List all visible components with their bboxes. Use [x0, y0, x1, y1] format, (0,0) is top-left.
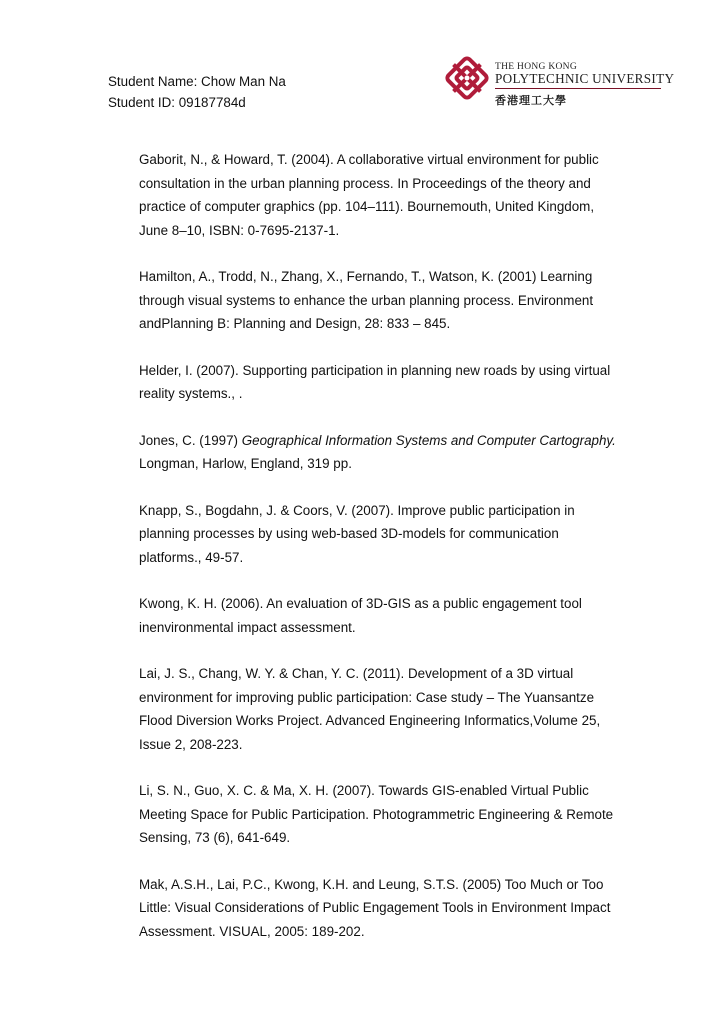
reference-entry — [139, 592, 629, 639]
reference-entry — [139, 873, 629, 944]
reference-line: Issue 2, 208-223. — [139, 736, 243, 752]
reference-line: andPlanning B: Planning and Design, 28: 833 – 845. — [139, 316, 451, 331]
reference-line: inenvironmental impact assessment. — [139, 619, 356, 635]
student-name: Student Name: Chow Man Na — [108, 74, 286, 89]
reference-entry — [139, 148, 629, 242]
reference-entry — [139, 265, 629, 336]
university-logo — [443, 54, 675, 110]
reference-line: Kwong, K. H. (2006). An evaluation of 3D-GIS as a public engagement tool — [139, 596, 582, 611]
student-id: Student ID: 09187784d — [108, 95, 246, 110]
reference-entry — [139, 429, 629, 476]
reference-line: Gaborit, N., & Howard, T. (2004). A collaborative virtual environment for public — [139, 152, 599, 167]
reference-line: Sensing, 73 (6), 641-649. — [139, 830, 291, 845]
reference-text: Jones, C. (1997) — [139, 432, 242, 448]
polyu-emblem-icon — [443, 54, 491, 102]
reference-line: Longman, Harlow, England, 319 pp. — [139, 456, 352, 471]
logo-text-line2: POLYTECHNIC UNIVERSITY — [495, 71, 661, 89]
reference-line: Assessment. VISUAL, 2005: 189-202. — [139, 923, 365, 939]
reference-line: Flood Diversion Works Project. Advanced Engineering Informatics,Volume 25, — [139, 713, 601, 728]
reference-line: Lai, J. S., Chang, W. Y. & Chan, Y. C. (2011). Development of a 3D virtual — [139, 666, 574, 681]
reference-entry — [139, 779, 629, 850]
reference-line: planning processes by using web-based 3D-models for communication — [139, 526, 559, 541]
reference-line: reality systems., . — [139, 386, 243, 401]
reference-line: Meeting Space for Public Participation. Photogrammetric Engineering & Remote — [139, 806, 614, 822]
reference-entry — [139, 359, 629, 406]
reference-entry — [139, 499, 629, 570]
reference-line: Mak, A.S.H., Lai, P.C., Kwong, K.H. and Leung, S.T.S. (2005) Too Much or Too — [139, 876, 604, 892]
reference-list — [139, 148, 629, 966]
reference-line: practice of computer graphics (pp. 104–111). Bournemouth, United Kingdom, — [139, 199, 595, 214]
reference-entry — [139, 662, 629, 756]
reference-line — [139, 429, 629, 453]
reference-line: Helder, I. (2007). Supporting participation in planning new roads by using virtual — [139, 362, 611, 378]
reference-line: consultation in the urban planning process. In Proceedings of the theory and — [139, 175, 591, 191]
reference-line: environment for improving public participation: Case study – The Yuansantze — [139, 689, 595, 705]
reference-line: Hamilton, A., Trodd, N., Zhang, X., Fernando, T., Watson, K. (2001) Learning — [139, 269, 593, 284]
reference-title-italic: Geographical Information Systems and Computer Cartography. — [241, 432, 616, 448]
logo-text-line1: THE HONG KONG — [495, 62, 578, 72]
reference-line: Li, S. N., Guo, X. C. & Ma, X. H. (2007). Towards GIS-enabled Virtual Public — [139, 783, 589, 798]
reference-line: June 8–10, ISBN: 0-7695-2137-1. — [139, 222, 340, 238]
reference-line: Knapp, S., Bogdahn, J. & Coors, V. (2007). Improve public participation in — [139, 502, 575, 518]
student-info — [108, 71, 286, 113]
reference-line: platforms., 49-57. — [139, 549, 244, 565]
logo-text-chinese: 香港理工大學 — [495, 94, 567, 107]
reference-line: through visual systems to enhance the urban planning process. Environment — [139, 292, 594, 308]
reference-line: Little: Visual Considerations of Public Engagement Tools in Environment Impact — [139, 900, 611, 915]
